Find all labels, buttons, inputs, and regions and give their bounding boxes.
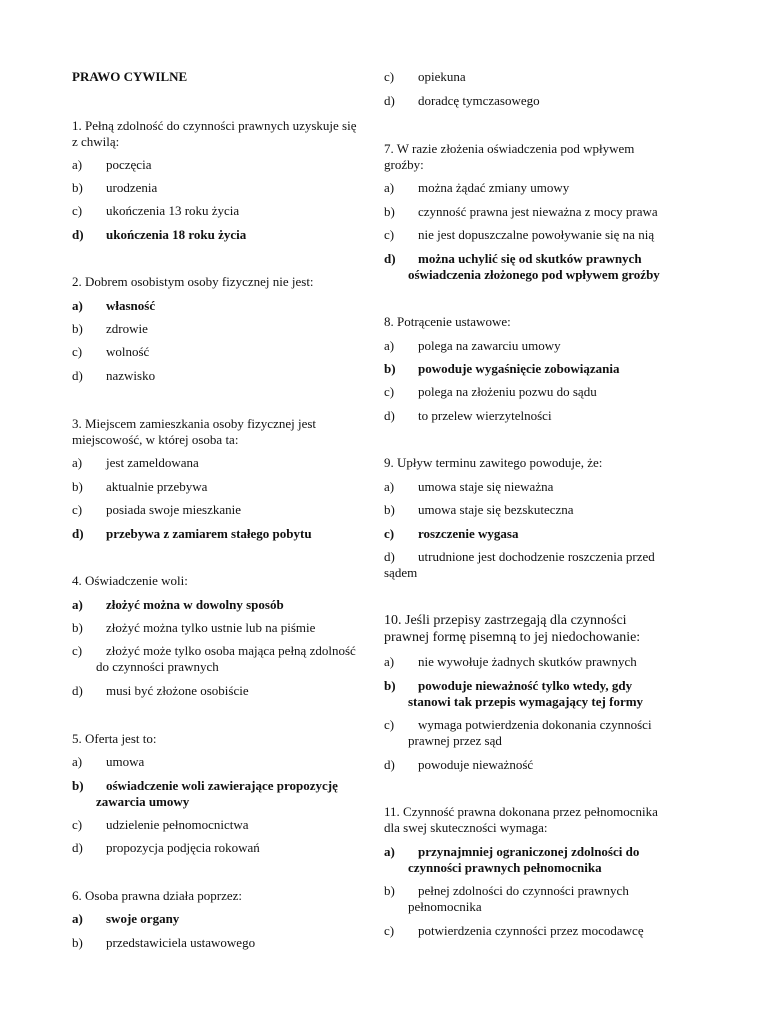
option-c [384,384,597,400]
option-text: utrudnione jest dochodzenie roszczenia przed [418,549,655,564]
option-text: umowa staje się nieważna [418,479,554,494]
option-text: nie jest dopuszczalne powoływanie się na nią [418,227,655,242]
option-c [72,502,241,518]
option-b [72,180,157,196]
option-letter: d) [72,227,84,242]
option-letter: a) [384,180,395,195]
option-text: pełnej zdolności do czynności prawnych [418,883,629,898]
question-stem: 5. Oferta jest to: [72,731,157,746]
question-stem: dla swej skuteczności wymaga: [384,820,548,835]
question-stem: 7. W razie złożenia oświadczenia pod wpływem [384,141,635,156]
option-letter: a) [384,654,395,669]
option-a-correct [384,844,639,860]
option-letter: d) [384,549,395,564]
option-letter: b) [72,620,83,635]
option-letter: a) [72,455,83,470]
option-text: aktualnie przebywa [106,479,208,494]
option-text-continuation: oświadczenia złożonego pod wpływem groźby [408,267,660,282]
option-letter: d) [384,93,395,108]
option-letter: c) [384,923,395,938]
option-text: propozycja podjęcia rokowań [106,840,260,855]
option-text: złożyć można tylko ustnie lub na piśmie [106,620,316,635]
option-text: poczęcia [106,157,152,172]
option-d [384,549,655,565]
option-d-correct [72,526,312,542]
option-a [72,455,199,471]
option-letter: c) [384,69,395,84]
option-b [384,502,574,518]
option-c [72,817,249,833]
option-text: jest zameldowana [106,455,199,470]
option-d [72,683,249,699]
option-letter: b) [72,479,83,494]
option-text: przynajmniej ograniczonej zdolności do [418,844,640,859]
option-c [384,923,644,939]
option-text: roszczenie wygasa [418,526,519,541]
option-c [72,344,149,360]
option-text: zdrowie [106,321,148,336]
option-a [384,654,637,670]
option-a [384,479,553,495]
option-d [72,840,260,856]
question-stem: 9. Upływ terminu zawitego powoduje, że: [384,455,603,470]
option-a-correct [72,597,284,613]
option-letter: b) [384,502,395,517]
option-letter: c) [72,643,83,658]
option-text: złożyć może tylko osoba mająca pełną zdolność [106,643,356,658]
option-letter: b) [72,321,83,336]
option-text: złożyć można w dowolny sposób [106,597,284,612]
option-text-continuation: prawnej przez sąd [408,733,502,748]
option-text: opiekuna [418,69,466,84]
option-letter: b) [384,204,395,219]
option-text-continuation: stanowi tak przepis wymagający tej formy [408,694,644,709]
option-text: ukończenia 18 roku życia [106,227,247,242]
option-text: wymaga potwierdzenia dokonania czynności [418,717,652,732]
option-a-correct [72,298,155,314]
option-c [384,717,652,733]
option-text: doradcę tymczasowego [418,93,540,108]
option-b-correct [384,361,620,377]
option-letter: b) [72,778,84,793]
option-d [72,368,155,384]
option-b [72,321,148,337]
option-text: umowa staje się bezskuteczna [418,502,574,517]
option-letter: a) [384,338,395,353]
option-text: nazwisko [106,368,156,383]
option-text: umowa [106,754,145,769]
question-stem: miejscowość, w której osoba ta: [72,432,239,447]
option-letter: a) [384,844,395,859]
question-stem: 1. Pełną zdolność do czynności prawnych uzyskuje się [72,118,357,133]
option-text: przebywa z zamiarem stałego pobytu [106,526,312,541]
option-letter: b) [72,180,83,195]
option-letter: a) [72,754,83,769]
option-letter: c) [72,502,83,517]
option-letter: d) [72,368,83,383]
option-c [72,203,239,219]
option-text: to przelew wierzytelności [418,408,552,423]
question-stem: 10. Jeśli przepisy zastrzegają dla czynności [384,613,627,628]
option-b [72,935,255,951]
option-letter: d) [384,408,395,423]
option-text: posiada swoje mieszkanie [106,502,242,517]
option-letter: a) [72,597,83,612]
option-b [72,620,315,636]
option-text-continuation: czynności prawnych pełnomocnika [408,860,602,875]
option-text: czynność prawna jest nieważna z mocy prawa [418,204,658,219]
option-letter: c) [72,203,83,218]
option-d [384,93,540,109]
option-letter: c) [384,526,395,541]
option-d-correct [384,251,642,267]
option-letter: d) [72,840,83,855]
option-letter: c) [384,384,395,399]
option-text: powoduje nieważność [418,757,534,772]
option-b [72,479,207,495]
page-title: PRAWO CYWILNE [72,69,188,84]
option-text: musi być złożone osobiście [106,683,249,698]
option-letter: a) [72,157,83,172]
option-text: własność [106,298,156,313]
option-letter: b) [72,935,83,950]
option-c-correct [384,526,518,542]
option-c [384,227,654,243]
option-text: nie wywołuje żadnych skutków prawnych [418,654,637,669]
option-text: swoje organy [106,911,180,926]
option-letter: c) [384,717,395,732]
option-text: przedstawiciela ustawowego [106,935,256,950]
question-stem: 11. Czynność prawna dokonana przez pełnomocnika [384,804,658,819]
option-text: można uchylić się od skutków prawnych [418,251,642,266]
question-stem: z chwilą: [72,134,120,149]
option-text: polega na złożeniu pozwu do sądu [418,384,597,399]
question-stem: 4. Oświadczenie woli: [72,573,188,588]
option-a [384,338,561,354]
option-letter: c) [384,227,395,242]
option-letter: d) [72,683,83,698]
question-stem: 3. Miejscem zamieszkania osoby fizycznej jest [72,416,317,431]
option-text-continuation: sądem [384,565,418,580]
question-stem: 8. Potrącenie ustawowe: [384,314,511,329]
option-text: urodzenia [106,180,158,195]
option-letter: a) [72,298,83,313]
option-text: potwierdzenia czynności przez mocodawcę [418,923,644,938]
option-letter: b) [384,361,396,376]
option-a [72,157,151,173]
option-d [384,408,552,424]
option-text: powoduje nieważność tylko wtedy, gdy [418,678,633,693]
option-a-correct [72,911,179,927]
option-c [384,69,466,85]
option-b [384,204,658,220]
option-text-continuation: pełnomocnika [408,899,482,914]
option-a [72,754,144,770]
option-letter: d) [384,251,396,266]
question-stem: 6. Osoba prawna działa poprzez: [72,888,243,903]
option-b [384,883,629,899]
option-letter: b) [384,883,395,898]
option-d [384,757,533,773]
option-letter: c) [72,344,83,359]
option-letter: d) [384,757,395,772]
option-letter: c) [72,817,83,832]
option-d-correct [72,227,246,243]
question-stem: prawnej formę pisemną to jej niedochowanie: [384,630,641,645]
option-text: można żądać zmiany umowy [418,180,570,195]
option-text: udzielenie pełnomocnictwa [106,817,249,832]
option-text-continuation: do czynności prawnych [96,659,219,674]
option-text-continuation: zawarcia umowy [96,794,190,809]
option-letter: a) [384,479,395,494]
question-stem: groźby: [384,157,424,172]
option-b-correct [384,678,632,694]
option-text: polega na zawarciu umowy [418,338,561,353]
option-text: oświadczenie woli zawierające propozycję [106,778,338,793]
option-a [384,180,569,196]
option-letter: b) [384,678,396,693]
option-letter: a) [72,911,83,926]
option-text: powoduje wygaśnięcie zobowiązania [418,361,620,376]
option-c [72,643,356,659]
option-text: wolność [106,344,150,359]
option-text: ukończenia 13 roku życia [106,203,240,218]
option-letter: d) [72,526,84,541]
question-stem: 2. Dobrem osobistym osoby fizycznej nie jest: [72,274,314,289]
option-b-correct [72,778,338,794]
